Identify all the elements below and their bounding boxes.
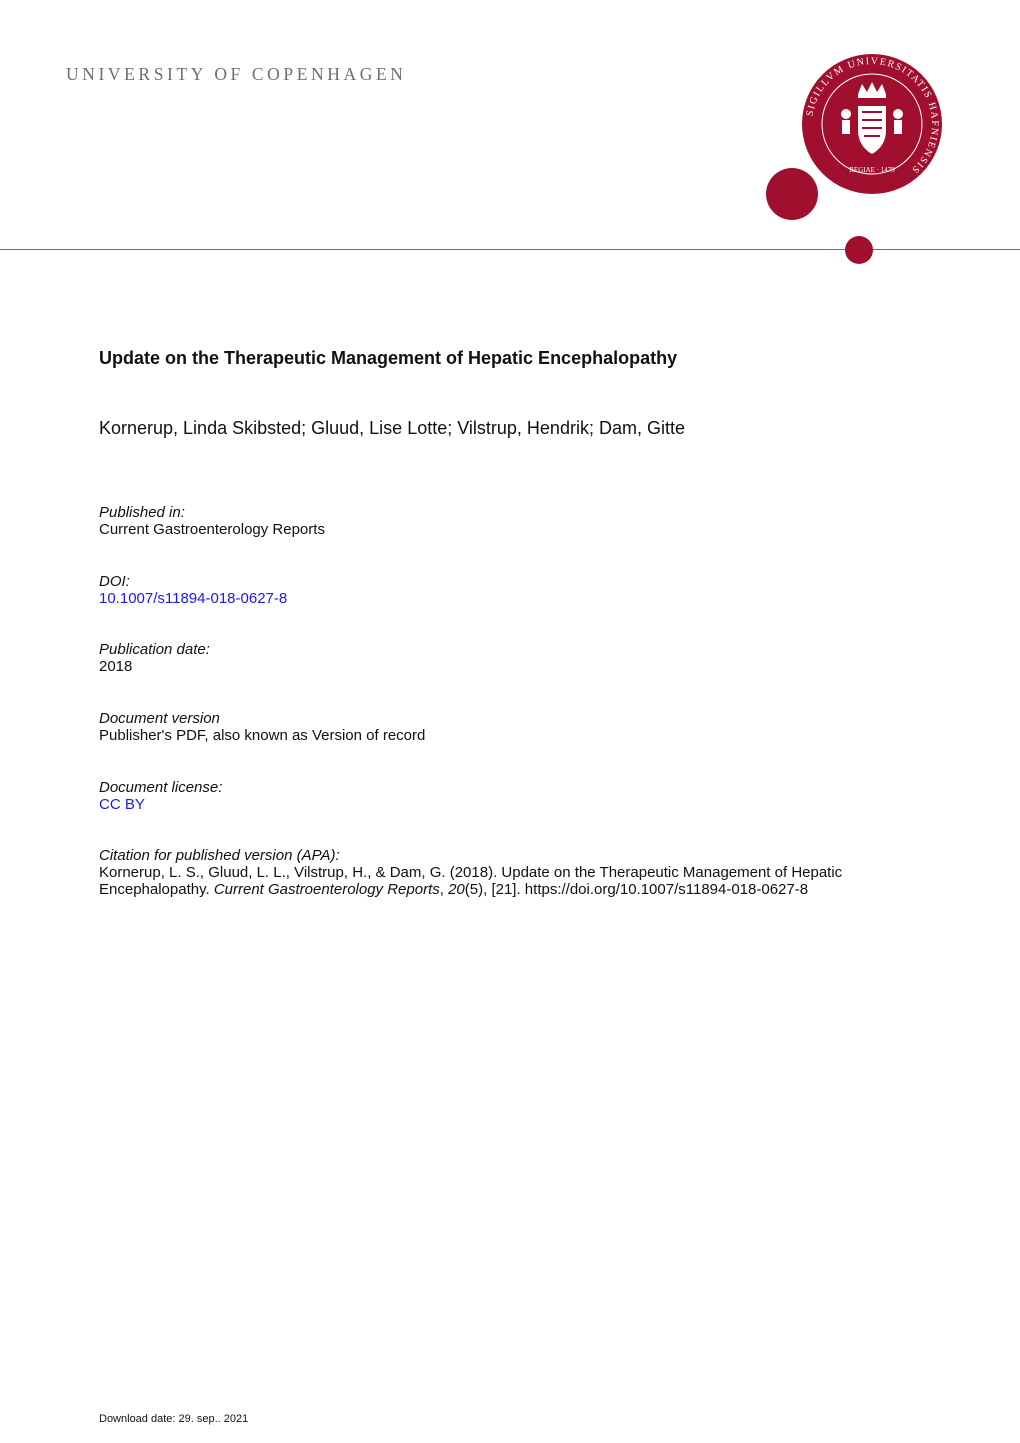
citation-volume: 20 [448,881,465,898]
doi-label: DOI: [99,573,130,590]
decorative-dot-large [766,168,818,220]
citation-text-a: Encephalopathy. [99,881,214,898]
citation-line-2 [99,881,969,898]
seal-date-text: REGIAE · 1479 [849,166,895,174]
seal-ring-text: SIGILLVM UNIVERSITATIS HAFNIENSIS [804,55,941,176]
document-version-value: Publisher's PDF, also known as Version of record [99,727,426,744]
published-in-value: Current Gastroenterology Reports [99,521,325,538]
publication-date-section [99,641,969,675]
citation-section [99,847,969,898]
citation-sep: , [439,881,449,898]
citation-text-b: (5), [21]. https://doi.org/10.1007/s11894-018-0627-8 [464,881,809,898]
publication-date-value: 2018 [99,658,133,675]
download-date: Download date: 29. sep.. 2021 [99,1413,249,1425]
published-in-label: Published in: [99,504,185,521]
decorative-dot-small [845,236,873,264]
citation-line-1: Kornerup, L. S., Gluud, L. L., Vilstrup, H., & Dam, G. (2018). Update on the Therapeutic Management of Hepatic [99,864,843,881]
document-authors: Kornerup, Linda Skibsted; Gluud, Lise Lotte; Vilstrup, Hendrik; Dam, Gitte [99,418,685,438]
document-version-label: Document version [99,710,220,727]
citation-label: Citation for published version (APA): [99,847,340,864]
doi-section [99,573,969,607]
document-license-section [99,779,969,813]
document-license-label: Document license: [99,779,223,796]
publication-date-label: Publication date: [99,641,210,658]
university-seal-logo [802,54,942,194]
document-title: Update on the Therapeutic Management of Hepatic Encephalopathy [99,348,678,368]
doi-link[interactable]: 10.1007/s11894-018-0627-8 [99,590,288,607]
citation-journal: Current Gastroenterology Reports [213,881,440,898]
university-wordmark: UNIVERSITY OF COPENHAGEN [66,64,407,84]
license-link[interactable]: CC BY [99,796,145,813]
published-in-section [99,504,969,538]
document-version-section [99,710,969,744]
